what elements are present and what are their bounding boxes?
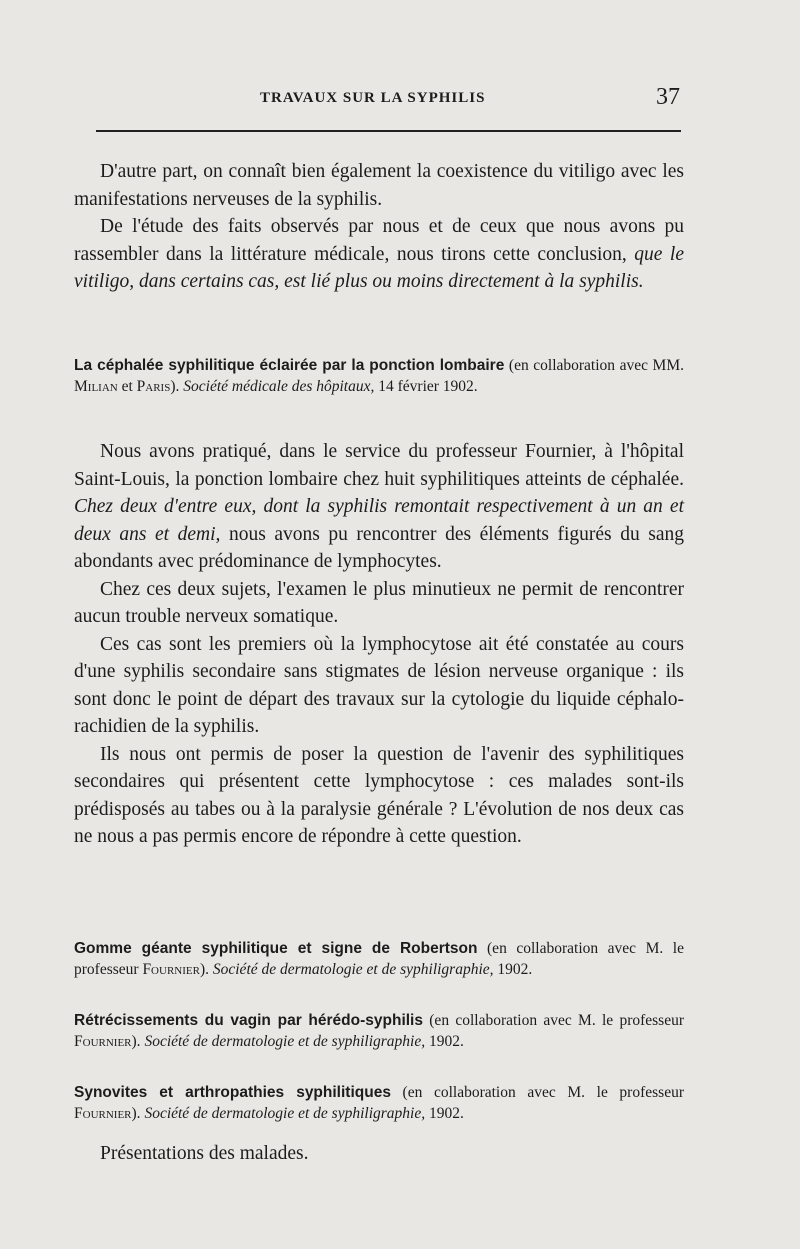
paragraph-ponction	[74, 438, 684, 576]
entry-collab-end: ).	[199, 961, 213, 978]
entry-date: 14 février 1902.	[374, 378, 478, 395]
text-block-2	[74, 438, 684, 851]
paragraph-presentations: Présentations des malades.	[100, 1143, 309, 1164]
bibliography-entry-vagin	[74, 1010, 684, 1052]
entry-collab-end: ).	[131, 1033, 145, 1050]
entry-author: Paris	[136, 378, 171, 395]
entry-journal: Société de dermatologie et de syphiligraphie,	[212, 961, 494, 978]
page-number: 37	[656, 84, 680, 110]
entry-title: Rétrécissements du vagin par hérédo-syphilis	[74, 1012, 423, 1029]
entry-collab-end: ).	[131, 1105, 145, 1122]
paragraph-question: Ils nous ont permis de poser la question de l'avenir des syphilitiques secondaires qui présentent cette lymphocytose : ces malades sont-ils prédisposés au tabes ou à la paralysie générale ? L'évolution de nos deux cas ne nous a pas permis encore de répondre à cette question.	[74, 743, 684, 847]
entry-title: La céphalée syphilitique éclairée par la ponction lombaire	[74, 357, 505, 374]
entry-author: Fournier	[74, 1033, 132, 1050]
text-block-1	[74, 158, 684, 296]
bibliography-entry-cephalee	[74, 355, 684, 397]
entry-collab-end: ).	[170, 378, 184, 395]
paragraph-ponction-italic: Chez deux d'entre eux, dont la syphilis remontait respectivement à un an et deux ans et demi,	[74, 496, 684, 545]
entry-collab: (en collaboration avec MM.	[504, 357, 684, 374]
entry-date: 1902.	[425, 1105, 464, 1122]
entry-collab: (en collaboration avec M. le professeur	[74, 940, 684, 978]
paragraph-ponction-text: Nous avons pratiqué, dans le service du professeur Fournier, à l'hôpital Saint-Louis, la ponction lombaire chez huit syphilitiques atteints de céphalée.	[74, 441, 684, 490]
bibliography-entry-synovites	[74, 1082, 684, 1124]
entry-journal: Société médicale des hôpitaux,	[183, 378, 375, 395]
entry-collab: (en collaboration avec M. le professeur	[423, 1012, 685, 1029]
paragraph-conclusion-text: De l'étude des faits observés par nous et de ceux que nous avons pu rassembler dans la littérature médicale, nous tirons cette conclusion,	[74, 216, 684, 265]
paragraph-conclusion-italic: que le vitiligo, dans certains cas, est lié plus ou moins directement à la syphilis.	[74, 243, 684, 292]
entry-author: Fournier	[74, 1105, 132, 1122]
bibliography-entry-gomme	[74, 938, 684, 980]
paragraph-ponction-text-end: nous avons pu rencontrer des éléments figurés du sang abondants avec prédominance de lymphocytes.	[74, 523, 684, 572]
paragraph-lymphocytose: Ces cas sont les premiers où la lymphocytose ait été constatée au cours d'une syphilis secondaire sans stigmates de lésion nerveuse organique : ils sont donc le point de départ des travaux sur la cytologie du liquide céphalo-rachidien de la syphilis.	[74, 633, 684, 737]
running-head: TRAVAUX SUR LA SYPHILIS	[260, 90, 486, 106]
entry-date: 1902.	[493, 961, 533, 978]
paragraph-examen: Chez ces deux sujets, l'examen le plus minutieux ne permit de rencontrer aucun trouble nerveux somatique.	[74, 578, 684, 627]
entry-title: Gomme géante syphilitique et signe de Robertson	[74, 940, 478, 957]
entry-author: Fournier	[142, 961, 200, 978]
header-rule	[96, 130, 681, 132]
entry-title: Synovites et arthropathies syphilitiques	[74, 1084, 391, 1101]
text-block-3	[74, 1140, 684, 1168]
entry-author: Milian	[74, 378, 118, 395]
entry-collab-join: et	[117, 378, 137, 395]
entry-collab: (en collaboration avec M. le professeur	[390, 1084, 684, 1101]
entry-journal: Société de dermatologie et de syphiligraphie,	[144, 1033, 426, 1050]
paragraph-vitiligo-coexistence: D'autre part, on connaît bien également la coexistence du vitiligo avec les manifestations nerveuses de la syphilis.	[74, 161, 684, 210]
entry-journal: Société de dermatologie et de syphiligraphie,	[144, 1105, 426, 1122]
entry-date: 1902.	[425, 1033, 464, 1050]
paragraph-conclusion	[74, 213, 684, 296]
